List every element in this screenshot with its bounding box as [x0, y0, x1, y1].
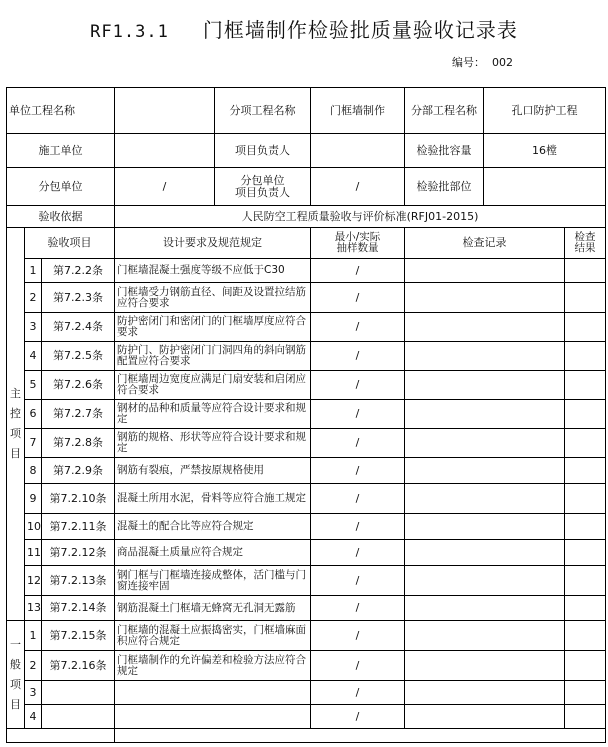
row-no: 10 [25, 514, 42, 540]
row-sample[interactable]: / [311, 342, 405, 371]
row-record[interactable] [405, 342, 565, 371]
general-row [7, 681, 606, 705]
serial-value: 002 [492, 56, 513, 69]
row-record[interactable] [405, 681, 565, 705]
row-record[interactable] [405, 429, 565, 458]
row-sample[interactable]: / [311, 283, 405, 313]
row-result[interactable] [565, 259, 606, 283]
sub-division-label: 分部工程名称 [405, 88, 484, 134]
row-record[interactable] [405, 596, 565, 621]
row-no: 4 [25, 342, 42, 371]
row-record[interactable] [405, 540, 565, 566]
general-row [7, 621, 606, 651]
row-clause: 第7.2.3条 [42, 283, 115, 313]
footer-left-cell [7, 729, 115, 743]
row-sample[interactable]: / [311, 566, 405, 596]
row-clause: 第7.2.7条 [42, 400, 115, 429]
batch-capacity-label: 检验批容量 [405, 134, 484, 168]
sub-item-label: 分项工程名称 [215, 88, 311, 134]
col-item: 验收项目 [25, 228, 115, 259]
row-requirement: 商品混凝土质量应符合规定 [115, 540, 311, 566]
general-row [7, 651, 606, 681]
project-manager-label: 项目负责人 [215, 134, 311, 168]
batch-capacity-value[interactable]: 16樘 [484, 134, 606, 168]
general-row [7, 705, 606, 729]
row-clause: 第7.2.12条 [42, 540, 115, 566]
main-row [7, 458, 606, 484]
row-requirement: 门框墙受力钢筋直径、间距及设置拉结筋应符合要求 [115, 283, 311, 313]
row-result[interactable] [565, 514, 606, 540]
footer-right-cell [115, 729, 606, 743]
row-record[interactable] [405, 651, 565, 681]
project-manager-value[interactable] [311, 134, 405, 168]
row-record[interactable] [405, 566, 565, 596]
row-sample[interactable]: / [311, 313, 405, 342]
row-requirement: 混凝土的配合比等应符合规定 [115, 514, 311, 540]
basis-label: 验收依据 [7, 206, 115, 228]
row-requirement: 钢筋有裂痕，严禁按原规格使用 [115, 458, 311, 484]
row-no: 7 [25, 429, 42, 458]
sub-manager-label-line1: 分包单位 [240, 173, 285, 187]
row-sample[interactable]: / [311, 596, 405, 621]
row-requirement: 钢筋混凝土门框墙无蜂窝无孔洞无露筋 [115, 596, 311, 621]
main-row [7, 429, 606, 458]
row-record[interactable] [405, 313, 565, 342]
basis-value: 人民防空工程质量验收与评价标准(RFJ01-2015) [115, 206, 606, 228]
col-sample [311, 228, 405, 259]
col-requirement: 设计要求及规范规定 [115, 228, 311, 259]
row-clause: 第7.2.4条 [42, 313, 115, 342]
row-no: 2 [25, 283, 42, 313]
row-record[interactable] [405, 458, 565, 484]
row-sample[interactable]: / [311, 458, 405, 484]
sub-item-value[interactable]: 门框墙制作 [311, 88, 405, 134]
row-record[interactable] [405, 371, 565, 400]
row-no: 12 [25, 566, 42, 596]
main-row [7, 514, 606, 540]
row-result[interactable] [565, 566, 606, 596]
general-group-text: 一般项目 [10, 637, 21, 711]
construction-unit-value[interactable] [115, 134, 215, 168]
row-record[interactable] [405, 705, 565, 729]
row-record[interactable] [405, 283, 565, 313]
info-row-2 [7, 134, 606, 168]
row-no: 8 [25, 458, 42, 484]
row-record[interactable] [405, 484, 565, 514]
row-sample[interactable]: / [311, 371, 405, 400]
row-no: 1 [25, 621, 42, 651]
main-row [7, 400, 606, 429]
row-sample[interactable]: / [311, 484, 405, 514]
row-sample[interactable]: / [311, 621, 405, 651]
row-clause: 第7.2.15条 [42, 621, 115, 651]
main-row [7, 259, 606, 283]
row-result[interactable] [565, 313, 606, 342]
row-requirement: 钢门框与门框墙连接成整体，活门槛与门窗连接牢固 [115, 566, 311, 596]
row-no: 11 [25, 540, 42, 566]
col-result-line2: 结果 [574, 242, 596, 254]
row-clause: 第7.2.8条 [42, 429, 115, 458]
row-clause: 第7.2.10条 [42, 484, 115, 514]
row-requirement: 钢材的品种和质量等应符合设计要求和规定 [115, 400, 311, 429]
row-result[interactable] [565, 540, 606, 566]
row-result[interactable] [565, 621, 606, 651]
row-no: 3 [25, 681, 42, 705]
sub-division-value[interactable]: 孔口防护工程 [484, 88, 606, 134]
batch-location-label: 检验批部位 [405, 168, 484, 206]
row-clause: 第7.2.11条 [42, 514, 115, 540]
row-requirement: 钢筋的规格、形状等应符合设计要求和规定 [115, 429, 311, 458]
subcontractor-value[interactable]: / [115, 168, 215, 206]
row-record[interactable] [405, 514, 565, 540]
col-result-line1: 检查 [574, 231, 596, 243]
row-requirement: 门框墙制作的允许偏差和检验方法应符合规定 [115, 651, 311, 681]
row-result[interactable] [565, 705, 606, 729]
row-record[interactable] [405, 400, 565, 429]
row-clause: 第7.2.9条 [42, 458, 115, 484]
sub-manager-label [215, 168, 311, 206]
construction-unit-label: 施工单位 [7, 134, 115, 168]
row-result[interactable] [565, 342, 606, 371]
row-result[interactable] [565, 429, 606, 458]
unit-project-value[interactable] [115, 88, 215, 134]
row-requirement: 防护密闭门和密闭门的门框墙厚度应符合要求 [115, 313, 311, 342]
row-clause: 第7.2.5条 [42, 342, 115, 371]
column-header-row [7, 228, 606, 259]
row-sample[interactable]: / [311, 400, 405, 429]
main-row [7, 484, 606, 514]
row-clause: 第7.2.16条 [42, 651, 115, 681]
row-sample[interactable]: / [311, 540, 405, 566]
row-sample[interactable]: / [311, 681, 405, 705]
row-requirement [115, 681, 311, 705]
row-clause: 第7.2.14条 [42, 596, 115, 621]
row-requirement: 防护门、防护密闭门门洞四角的斜向钢筋配置应符合要求 [115, 342, 311, 371]
row-record[interactable] [405, 621, 565, 651]
row-no: 5 [25, 371, 42, 400]
row-result[interactable] [565, 484, 606, 514]
row-sample[interactable]: / [311, 514, 405, 540]
row-requirement: 门框墙的混凝土应振捣密实，门框墙麻面积应符合规定 [115, 621, 311, 651]
col-sample-line1: 最小/实际 [334, 231, 381, 243]
row-sample[interactable]: / [311, 705, 405, 729]
row-clause: 第7.2.13条 [42, 566, 115, 596]
row-clause: 第7.2.6条 [42, 371, 115, 400]
row-result[interactable] [565, 596, 606, 621]
main-group-text: 主控项目 [10, 387, 21, 460]
row-sample[interactable]: / [311, 259, 405, 283]
row-no: 9 [25, 484, 42, 514]
unit-project-label: 单位工程名称 [7, 88, 115, 134]
row-no: 13 [25, 596, 42, 621]
row-requirement: 门框墙混凝土强度等级不应低于C30 [115, 259, 311, 283]
main-row [7, 596, 606, 621]
main-row [7, 371, 606, 400]
subcontractor-label: 分包单位 [7, 168, 115, 206]
main-row [7, 342, 606, 371]
sub-manager-label-line2: 项目负责人 [235, 185, 290, 199]
row-result[interactable] [565, 283, 606, 313]
row-result[interactable] [565, 400, 606, 429]
footer-row [7, 729, 606, 743]
sub-manager-value[interactable]: / [311, 168, 405, 206]
batch-location-value[interactable] [484, 168, 606, 206]
inspection-record-table [6, 87, 606, 743]
row-sample[interactable]: / [311, 429, 405, 458]
row-result[interactable] [565, 458, 606, 484]
row-no: 6 [25, 400, 42, 429]
info-row-3 [7, 168, 606, 206]
main-row [7, 283, 606, 313]
row-clause [42, 705, 115, 729]
main-row [7, 540, 606, 566]
info-row-1 [7, 88, 606, 134]
col-sample-line2: 抽样数量 [336, 242, 379, 254]
row-requirement [115, 705, 311, 729]
row-result[interactable] [565, 681, 606, 705]
row-no: 4 [25, 705, 42, 729]
row-sample[interactable]: / [311, 651, 405, 681]
serial-label: 编号： [452, 56, 485, 69]
general-group-label [7, 621, 25, 729]
row-no: 1 [25, 259, 42, 283]
main-row [7, 313, 606, 342]
row-requirement: 门框墙周边宽度应满足门扇安装和启闭应符合要求 [115, 371, 311, 400]
row-no: 2 [25, 651, 42, 681]
main-group-label [7, 228, 25, 621]
form-code: RF1.3.1 [90, 22, 169, 42]
serial-number [452, 54, 513, 70]
page-title [0, 14, 608, 43]
row-record[interactable] [405, 259, 565, 283]
row-requirement: 混凝土所用水泥，骨料等应符合施工规定 [115, 484, 311, 514]
row-no: 3 [25, 313, 42, 342]
col-record: 检查记录 [405, 228, 565, 259]
row-result[interactable] [565, 371, 606, 400]
info-row-4 [7, 206, 606, 228]
row-clause: 第7.2.2条 [42, 259, 115, 283]
row-result[interactable] [565, 651, 606, 681]
main-row [7, 566, 606, 596]
form-title: 门框墙制作检验批质量验收记录表 [202, 18, 518, 42]
row-clause [42, 681, 115, 705]
col-result [565, 228, 606, 259]
